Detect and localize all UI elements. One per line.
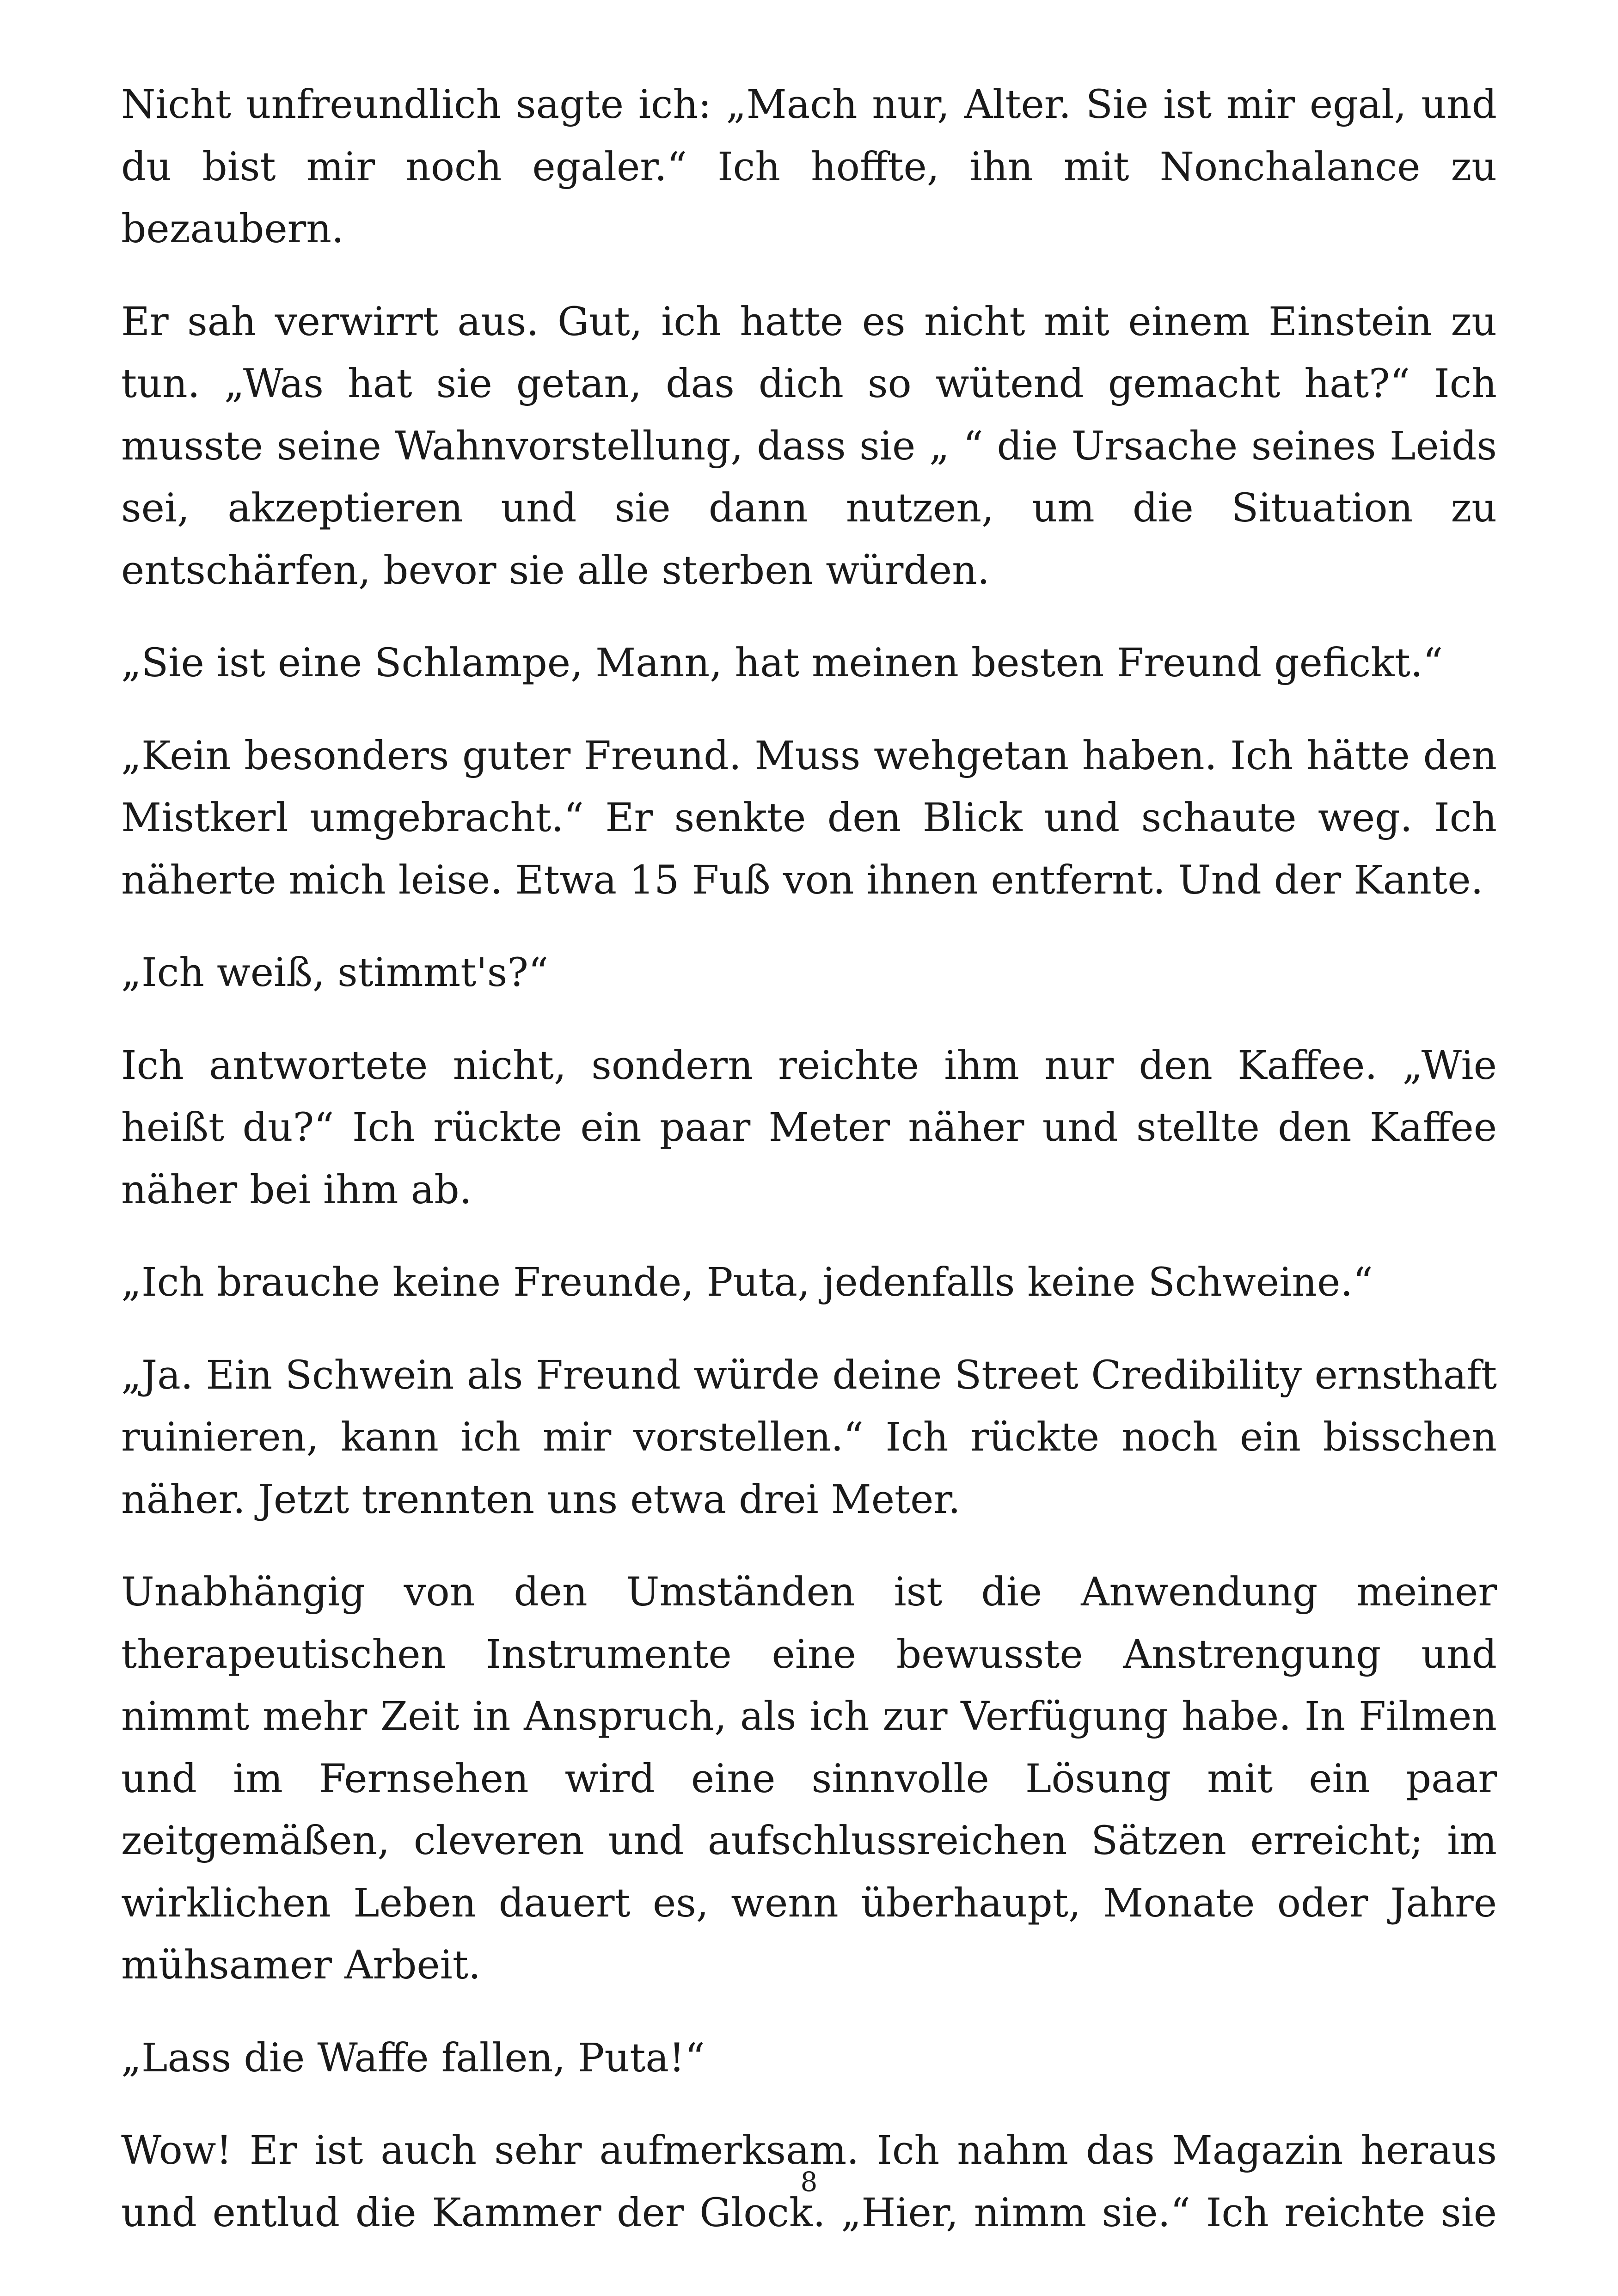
paragraph-7: „Ich brauche keine Freunde, Puta, jedenfalls keine Schweine.“: [121, 1260, 1373, 1305]
paragraph-11: Wow! Er ist auch sehr aufmerksam. Ich nahm das Magazin heraus und entlud die Kammer der Glock. „Hier, nimm sie.“ Ich reichte sie: [121, 2128, 1497, 2236]
page-number: 8: [800, 2166, 818, 2198]
body-text: [121, 74, 1497, 2244]
paragraph-6: Ich antwortete nicht, sondern reichte ihm nur den Kaffee. „Wie heißt du?“ Ich rückte ein paar Meter näher und stellte den Kaffee näher bei ihm ab.: [121, 1042, 1497, 1213]
paragraph-4: „Kein besonders guter Freund. Muss wehgetan haben. Ich hätte den Mistkerl umgebracht.“ Er senkte den Blick und schaute weg. Ich näherte mich leise. Etwa 15 Fuß von ihnen entfernt. Und der Kante.: [121, 733, 1497, 903]
paragraph-5: „Ich weiß, stimmt's?“: [121, 950, 549, 996]
paragraph-9: Unabhängig von den Umständen ist die Anwendung meiner therapeutischen Instrumente eine bewusste Anstrengung und nimmt mehr Zeit in Anspruch, als ich zur Verfügung habe. In Filmen und im Fernsehen wird eine sinnvolle Lösung mit ein paar zeitgemäßen, cleveren und aufschlussreichen Sätzen erreicht; im wirklichen Leben dauert es, wenn überhaupt, Monate oder Jahre mühsamer Arbeit.: [121, 1569, 1497, 1988]
paragraph-8: „Ja. Ein Schwein als Freund würde deine Street Credibility ernsthaft ruinieren, kann ich mir vorstellen.“ Ich rückte noch ein bisschen näher. Jetzt trennten uns etwa drei Meter.: [121, 1352, 1497, 1523]
paragraph-1: Nicht unfreundlich sagte ich: „Mach nur, Alter. Sie ist mir egal, und du bist mir noch egaler.“ Ich hoffte, ihn mit Nonchalance zu bezaubern.: [121, 82, 1497, 252]
paragraph-10: „Lass die Waffe fallen, Puta!“: [121, 2035, 705, 2081]
paragraph-3: „Sie ist eine Schlampe, Mann, hat meinen besten Freund gefickt.“: [121, 640, 1443, 686]
paragraph-2: Er sah verwirrt aus. Gut, ich hatte es nicht mit einem Einstein zu tun. „Was hat sie getan, das dich so wütend gemacht hat?“ Ich musste seine Wahnvorstellung, dass sie „ “ die Ursache seines Leids sei, akzeptieren und sie dann nutzen, um die Situation zu entschärfen, bevor sie alle sterben würden.: [121, 299, 1497, 594]
